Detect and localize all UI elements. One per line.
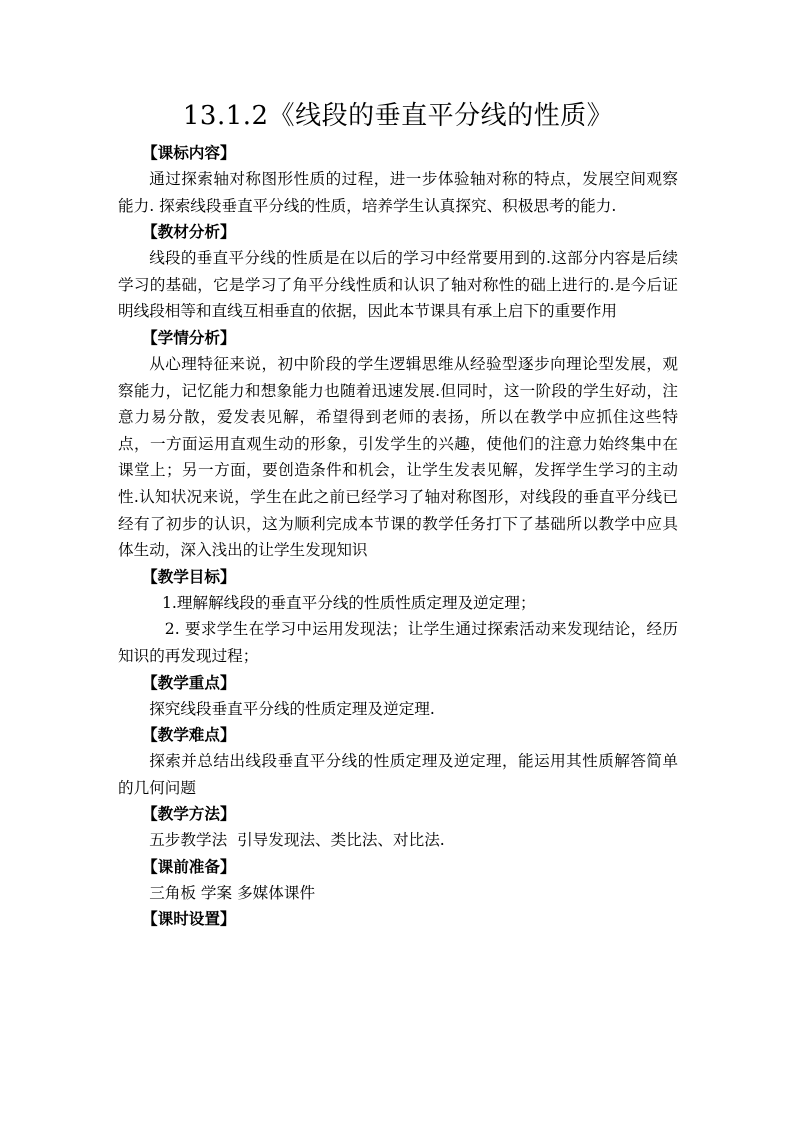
section-students (118, 325, 678, 564)
objective-item-2: 2. 要求学生在学习中运用发现法；让学生通过探索活动来发现结论，经历知识的再发现过程； (118, 620, 678, 665)
section-schedule (118, 906, 678, 932)
section-text-preparation: 三角板 学案 多媒体课件 (149, 883, 316, 902)
section-curriculum (118, 140, 678, 219)
section-textbook (118, 219, 678, 325)
section-difficulties (118, 722, 678, 801)
section-heading-curriculum: 【课标内容】 (142, 143, 236, 162)
section-key-points (118, 670, 678, 723)
section-text-key-points: 探究线段垂直平分线的性质定理及逆定理. (149, 699, 435, 718)
document-body (118, 96, 678, 932)
section-text-textbook: 线段的垂直平分线的性质是在以后的学习中经常要用到的.这部分内容是后续学习的基础，它是学习了角平分线性质和认识了轴对称性的础上进行的.是今后证明线段相等和直线互相垂直的依据，因此本节课具有承上启下的重要作用 (118, 249, 678, 321)
section-heading-preparation: 【课前准备】 (142, 856, 236, 876)
section-heading-difficulties: 【教学难点】 (142, 725, 236, 745)
page-title: 13.1.2《线段的垂直平分线的性质》 (182, 101, 614, 131)
section-heading-students: 【学情分析】 (142, 327, 236, 347)
section-text-methods: 五步教学法 引导发现法、类比法、对比法. (149, 831, 445, 850)
section-methods (118, 801, 678, 854)
section-text-difficulties: 探索并总结出线段垂直平分线的性质定理及逆定理，能运用其性质解答简单的几何问题 (118, 752, 678, 797)
section-heading-key-points: 【教学重点】 (142, 672, 236, 692)
section-heading-objectives: 【教学目标】 (142, 566, 236, 586)
section-heading-methods: 【教学方法】 (142, 804, 236, 824)
section-preparation (118, 854, 678, 907)
objective-item-1: 1.理解解线段的垂直平分线的性质性质定理及逆定理； (162, 593, 536, 612)
section-heading-schedule: 【课时设置】 (142, 909, 236, 929)
section-text-curriculum: 通过探索轴对称图形性质的过程，进一步体验轴对称的特点，发展空间观察能力. 探索线段垂直平分线的性质，培养学生认真探究、积极思考的能力. (118, 170, 678, 215)
section-heading-textbook: 【教材分析】 (142, 222, 236, 242)
section-objectives (118, 564, 678, 670)
section-text-students: 从心理特征来说，初中阶段的学生逻辑思维从经验型逐步向理论型发展，观察能力，记忆能力和想象能力也随着迅速发展.但同时，这一阶段的学生好动，注意力易分散，爱发表见解，希望得到老师的表扬，所以在教学中应抓住这些特点，一方面运用直观生动的形象，引发学生的兴趣，使他们的注意力始终集中在课堂上；另一方面，要创造条件和机会，让学生发表见解，发挥学生学习的主动性.认知状况来说，学生在此之前已经学习了轴对称图形，对线段的垂直平分线已经有了初步的认识，这为顺利完成本节课的教学任务打下了基础所以教学中应具体生动，深入浅出的让学生发现知识 (118, 354, 678, 560)
